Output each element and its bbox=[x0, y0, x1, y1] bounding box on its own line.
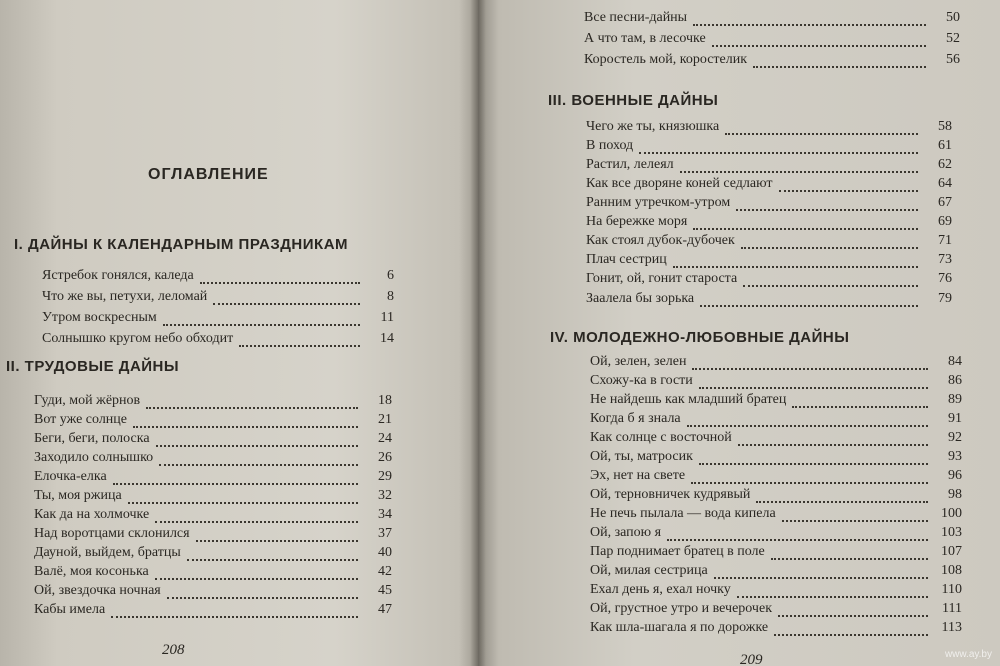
toc-entry: На бережке моря 69 bbox=[586, 214, 952, 229]
toc-entry: Ты, моя ржица 32 bbox=[34, 488, 392, 503]
book-spine-shadow bbox=[470, 0, 486, 666]
toc-entry: Беги, беги, полоска 24 bbox=[34, 431, 392, 446]
left-page bbox=[0, 0, 478, 666]
toc-entry: Ой, зелен, зелен 84 bbox=[590, 354, 962, 369]
toc-entry: Заалела бы зорька 79 bbox=[586, 291, 952, 306]
toc-entry: Схожу-ка в гости 86 bbox=[590, 373, 962, 388]
toc-entry: Плач сестриц 73 bbox=[586, 252, 952, 267]
toc-entry: Что же вы, петухи, леломай 8 bbox=[42, 289, 394, 304]
toc-entry: Гуди, мой жёрнов 18 bbox=[34, 393, 392, 408]
toc-entry: А что там, в лесочке 52 bbox=[584, 31, 960, 46]
section-heading-4: IV. МОЛОДЕЖНО-ЛЮБОВНЫЕ ДАЙНЫ bbox=[550, 329, 850, 346]
toc-entry: Утром воскресным 11 bbox=[42, 310, 394, 325]
toc-entry: Ястребок гонялся, каледа 6 bbox=[42, 268, 394, 283]
toc-entry: Ой, звездочка ночная 45 bbox=[34, 583, 392, 598]
toc-entry: Ой, терновничек кудрявый 98 bbox=[590, 487, 962, 502]
toc-entry: Заходило солнышко 26 bbox=[34, 450, 392, 465]
toc-entry: Ой, запою я 103 bbox=[590, 525, 962, 540]
toc-entry: Коростель мой, коростелик 56 bbox=[584, 52, 960, 67]
toc-entry: Ранним утречком-утром 67 bbox=[586, 195, 952, 210]
toc-entry: Дауной, выйдем, братцы 40 bbox=[34, 545, 392, 560]
toc-entry: Все песни-дайны 50 bbox=[584, 10, 960, 25]
toc-entry: Растил, лелеял 62 bbox=[586, 157, 952, 172]
toc-title: ОГЛАВЛЕНИЕ bbox=[148, 166, 269, 183]
toc-entry: Как да на холмочке 34 bbox=[34, 507, 392, 522]
toc-entry: Елочка-елка 29 bbox=[34, 469, 392, 484]
watermark: www.ay.by bbox=[944, 649, 992, 660]
toc-entry: Кабы имела 47 bbox=[34, 602, 392, 617]
section-heading-1: I. ДАЙНЫ К КАЛЕНДАРНЫМ ПРАЗДНИКАМ bbox=[14, 236, 349, 253]
right-page bbox=[478, 0, 1000, 666]
page-number-left: 208 bbox=[162, 642, 185, 658]
toc-entry: Как стоял дубок-дубочек 71 bbox=[586, 233, 952, 248]
toc-entry: Ой, ты, матросик 93 bbox=[590, 449, 962, 464]
section-heading-3: III. ВОЕННЫЕ ДАЙНЫ bbox=[548, 92, 719, 109]
toc-entry: Когда б я знала 91 bbox=[590, 411, 962, 426]
toc-entry: Валё, моя косонька 42 bbox=[34, 564, 392, 579]
toc-entry: Чего же ты, князюшка 58 bbox=[586, 119, 952, 134]
section-heading-2: II. ТРУДОВЫЕ ДАЙНЫ bbox=[6, 358, 180, 375]
page-number-right: 209 bbox=[740, 652, 763, 666]
toc-entry: В поход 61 bbox=[586, 138, 952, 153]
toc-entry: Ехал день я, ехал ночку 110 bbox=[590, 582, 962, 597]
toc-entry: Ой, грустное утро и вечерочек 111 bbox=[590, 601, 962, 616]
toc-entry: Ой, милая сестрица 108 bbox=[590, 563, 962, 578]
toc-entry: Как все дворяне коней седлают 64 bbox=[586, 176, 952, 191]
toc-entry: Не найдешь как младший братец 89 bbox=[590, 392, 962, 407]
toc-entry: Как шла-шагала я по дорожке 113 bbox=[590, 620, 962, 635]
toc-entry: Как солнце с восточной 92 bbox=[590, 430, 962, 445]
toc-entry: Вот уже солнце 21 bbox=[34, 412, 392, 427]
toc-entry: Эх, нет на свете 96 bbox=[590, 468, 962, 483]
toc-entry: Пар поднимает братец в поле 107 bbox=[590, 544, 962, 559]
toc-entry: Над воротцами склонился 37 bbox=[34, 526, 392, 541]
toc-entry: Гонит, ой, гонит староста 76 bbox=[586, 271, 952, 286]
toc-entry: Не печь пылала — вода кипела 100 bbox=[590, 506, 962, 521]
toc-entry: Солнышко кругом небо обходит 14 bbox=[42, 331, 394, 346]
